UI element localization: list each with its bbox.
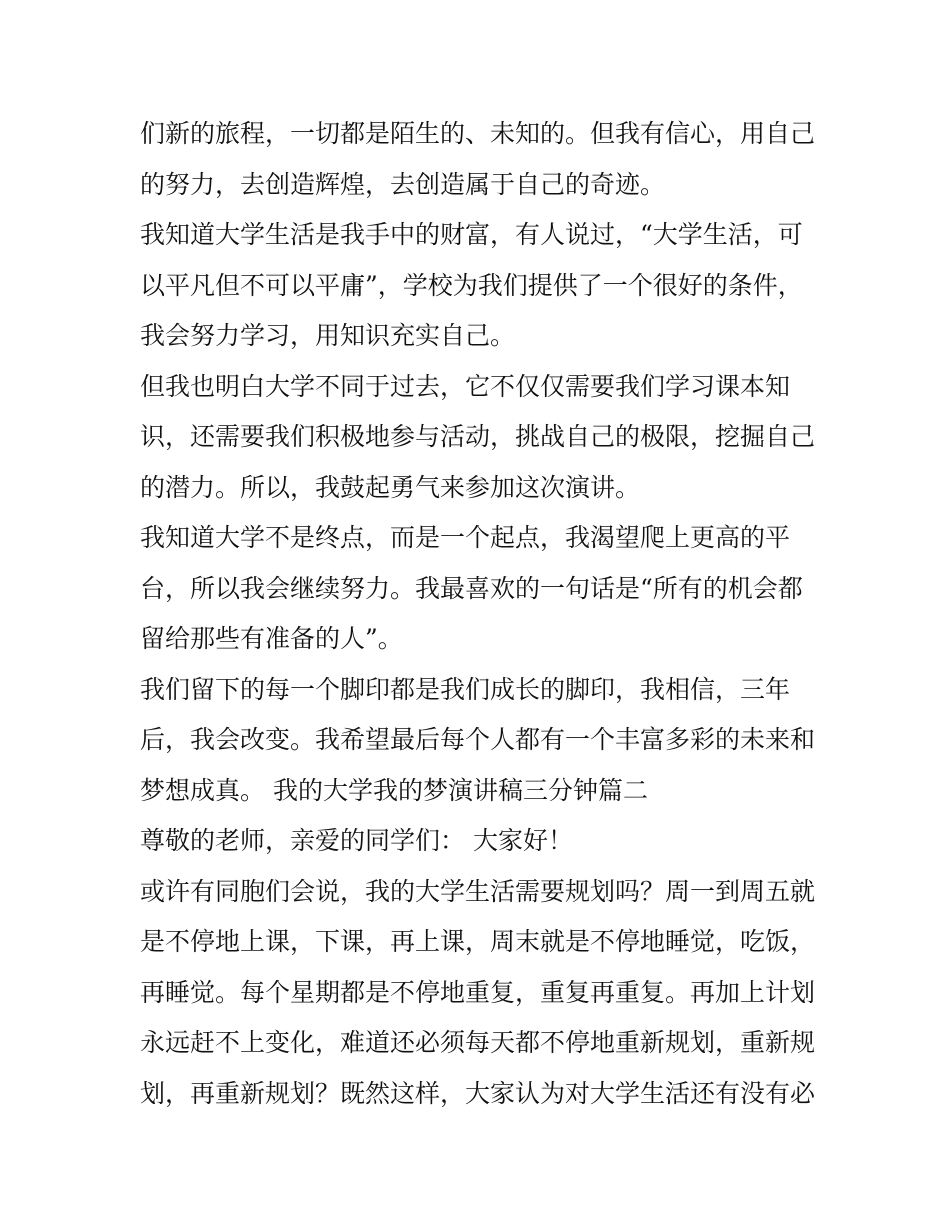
text-line: 留给那些有准备的人”。 — [140, 624, 403, 653]
text-line: 我知道大学生活是我手中的财富，有人说过，“大学生活，可 — [140, 220, 803, 249]
text-line: 我知道大学不是终点，而是一个起点，我渴望爬上更高的平 — [140, 523, 791, 552]
text-line: 们新的旅程，一切都是陌生的、未知的。但我有信心，用自己 — [140, 119, 816, 148]
text-line: 识，还需要我们积极地参与活动，挑战自己的极限，挖掘自己 — [140, 422, 816, 451]
text-line: 尊敬的老师，亲爱的同学们： 大家好！ — [140, 826, 573, 855]
text-line: 我们留下的每一个脚印都是我们成长的脚印，我相信，三年 — [140, 674, 791, 704]
text-line: 是不停地上课，下课，再上课，周末就是不停地睡觉，吃饭， — [140, 927, 816, 956]
text-line: 再睡觉。每个星期都是不停地重复，重复再重复。再加上计划 — [140, 977, 816, 1007]
text-line: 以平凡但不可以平庸”，学校为我们提供了一个很好的条件， — [140, 270, 803, 300]
text-line: 划，再重新规划？既然这样，大家认为对大学生活还有没有必 — [140, 1078, 816, 1108]
text-line: 台，所以我会继续努力。我最喜欢的一句话是“所有的机会都 — [140, 573, 803, 603]
document-body — [140, 109, 820, 1119]
text-line: 的潜力。所以，我鼓起勇气来参加这次演讲。 — [140, 472, 641, 502]
text-line: 永远赶不上变化，难道还必须每天都不停地重新规划，重新规 — [140, 1028, 816, 1057]
text-line: 或许有同胞们会说，我的大学生活需要规划吗？周一到周五就 — [140, 876, 816, 906]
text-line: 的努力，去创造辉煌，去创造属于自己的奇迹。 — [140, 169, 666, 199]
text-line: 梦想成真。 我的大学我的梦演讲稿三分钟篇二 — [140, 775, 648, 805]
text-line: 后，我会改变。我希望最后每个人都有一个丰富多彩的未来和 — [140, 725, 816, 754]
text-line: 我会努力学习，用知识充实自己。 — [140, 321, 516, 350]
text-line: 但我也明白大学不同于过去，它不仅仅需要我们学习课本知 — [140, 371, 791, 401]
